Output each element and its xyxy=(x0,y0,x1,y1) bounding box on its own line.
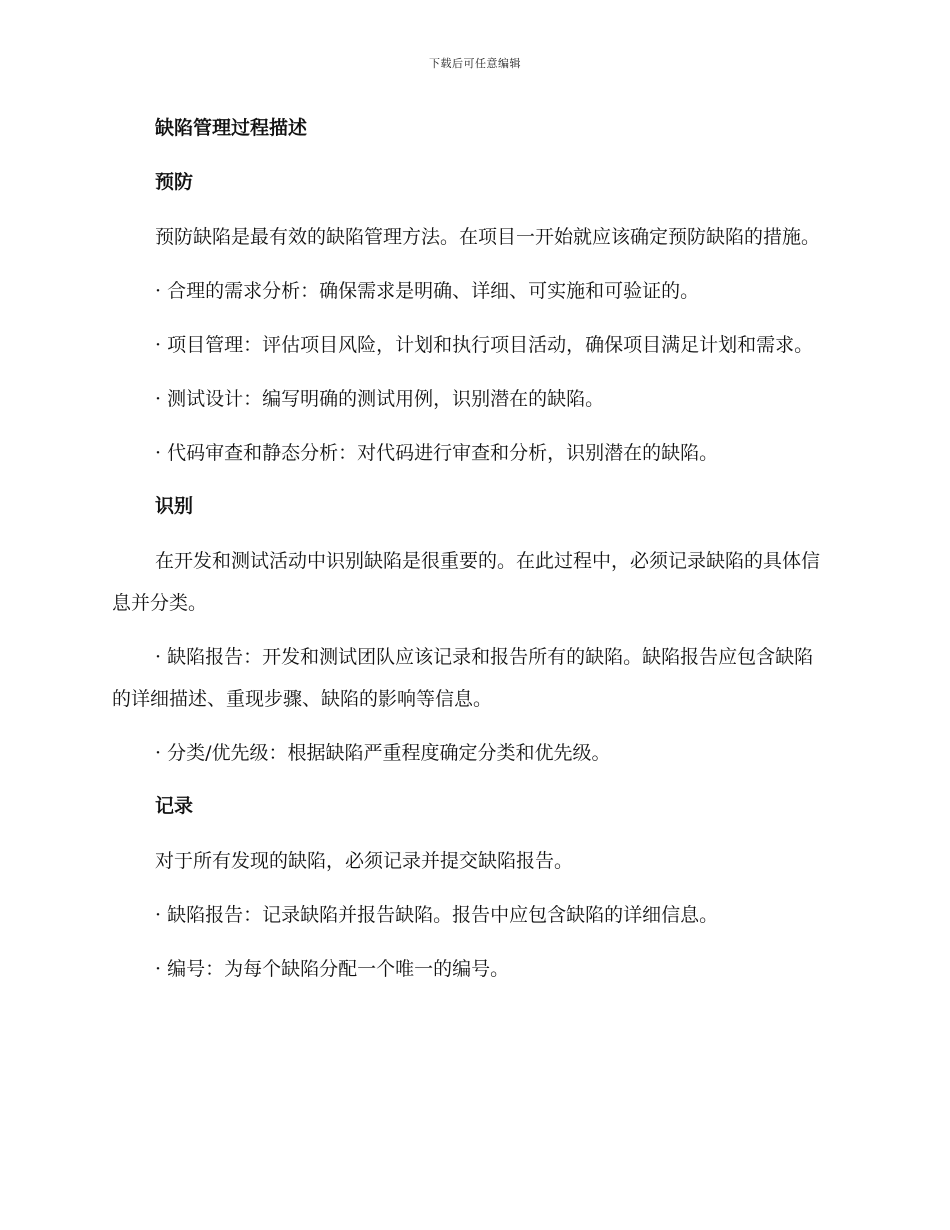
document-body xyxy=(112,108,820,1002)
bullet-item: · 代码审查和静态分析：对代码进行审查和分析，识别潜在的缺陷。 xyxy=(155,442,719,464)
bullet-item: · 缺陷报告：开发和测试团队应该记录和报告所有的缺陷。缺陷报告应包含缺陷的详细描述、重现步骤、缺陷的影响等信息。 xyxy=(112,646,814,710)
section-intro-identification: 在开发和测试活动中识别缺陷是很重要的。在此过程中，必须记录缺陷的具体信息并分类。 xyxy=(112,550,821,614)
bullet-item: · 缺陷报告：记录缺陷并报告缺陷。报告中应包含缺陷的详细信息。 xyxy=(155,904,719,926)
document-title: 缺陷管理过程描述 xyxy=(155,117,308,139)
section-intro-prevention: 预防缺陷是最有效的缺陷管理方法。在项目一开始就应该确定预防缺陷的措施。 xyxy=(155,226,821,248)
section-heading-recording: 记录 xyxy=(155,795,194,817)
bullet-item: · 测试设计：编写明确的测试用例，识别潜在的缺陷。 xyxy=(155,388,605,410)
section-heading-identification: 识别 xyxy=(155,495,194,517)
header-note: 下载后可任意编辑 xyxy=(429,57,521,70)
bullet-item: · 编号：为每个缺陷分配一个唯一的编号。 xyxy=(155,958,510,980)
section-intro-recording: 对于所有发现的缺陷，必须记录并提交缺陷报告。 xyxy=(155,850,574,872)
section-heading-prevention: 预防 xyxy=(155,171,194,193)
bullet-item: · 分类/优先级：根据缺陷严重程度确定分类和优先级。 xyxy=(155,742,611,764)
bullet-item: · 项目管理：评估项目风险，计划和执行项目活动，确保项目满足计划和需求。 xyxy=(155,334,814,356)
bullet-item: · 合理的需求分析：确保需求是明确、详细、可实施和可验证的。 xyxy=(155,280,700,302)
